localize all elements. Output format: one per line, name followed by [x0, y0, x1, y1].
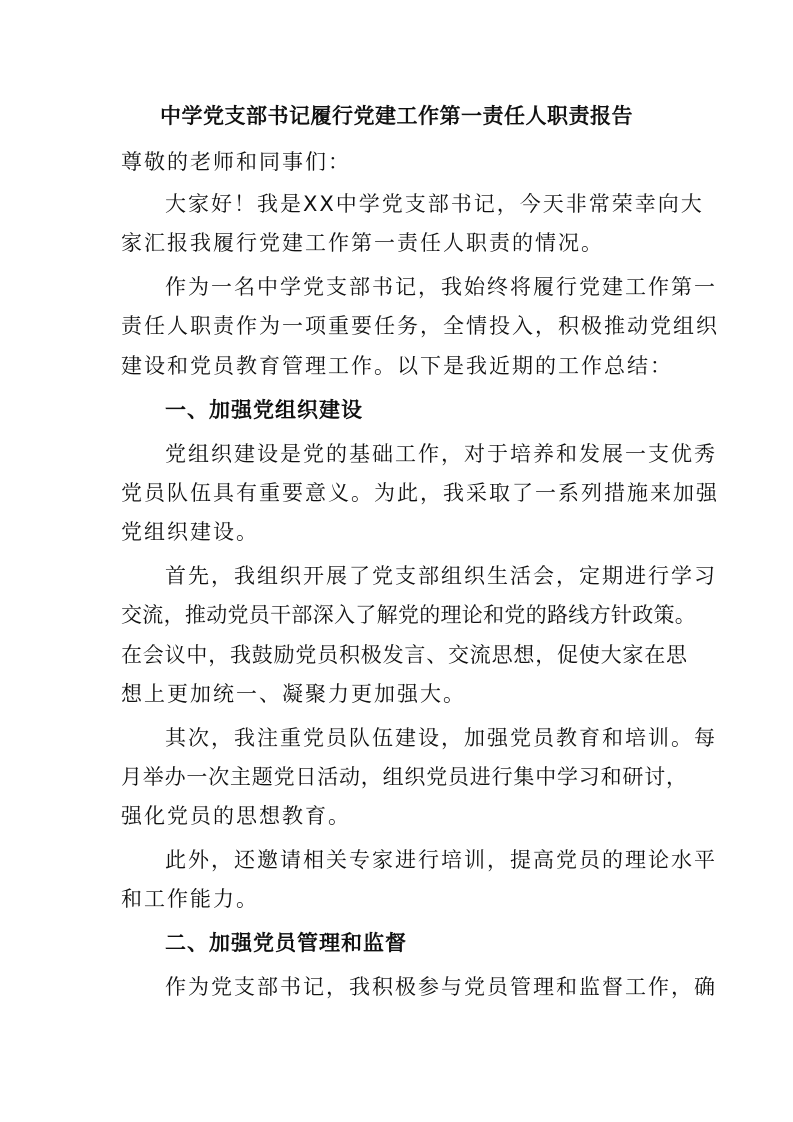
salutation: 尊敬的老师和同事们： — [121, 150, 351, 174]
paragraph-line: 党组织建设。 — [121, 520, 259, 544]
paragraph-line: 党组织建设是党的基础工作，对于培养和发展一支优秀 — [165, 442, 717, 466]
paragraph-line: 交流，推动党员干部深入了解党的理论和党的路线方针政策。 — [121, 603, 697, 627]
document-title: 中学党支部书记履行党建工作第一责任人职责报告 — [160, 104, 633, 128]
paragraph-line: 月举办一次主题党日活动，组织党员进行集中学习和研讨， — [121, 765, 688, 789]
paragraph-line: 强化党员的思想教育。 — [121, 804, 351, 828]
paragraph-line: 家汇报我履行党建工作第一责任人职责的情况。 — [121, 231, 604, 255]
paragraph-line: 建设和党员教育管理工作。以下是我近期的工作总结： — [121, 354, 673, 378]
paragraph-line: 想上更加统一、凝聚力更加强大。 — [121, 682, 466, 706]
section-heading-2: 二、加强党员管理和监督 — [165, 931, 407, 955]
paragraph-line: 此外，还邀请相关专家进行培训，提高党员的理论水平 — [165, 848, 717, 872]
paragraph-line: 作为党支部书记，我积极参与党员管理和监督工作，确 — [165, 975, 717, 999]
paragraph-line: 大家好！我是XX中学党支部书记，今天非常荣幸向大 — [165, 192, 704, 216]
paragraph-line: 和工作能力。 — [121, 887, 259, 911]
paragraph-line: 其次，我注重党员队伍建设，加强党员教育和培训。每 — [165, 726, 717, 750]
paragraph-line: 在会议中，我鼓励党员积极发言、交流思想，促使大家在思 — [121, 643, 688, 667]
paragraph-line: 责任人职责作为一项重要任务，全情投入，积极推动党组织 — [121, 314, 719, 338]
paragraph-line: 作为一名中学党支部书记，我始终将履行党建工作第一 — [165, 275, 717, 299]
paragraph-line: 首先，我组织开展了党支部组织生活会，定期进行学习 — [165, 564, 717, 588]
section-heading-1: 一、加强党组织建设 — [165, 398, 363, 422]
paragraph-line: 党员队伍具有重要意义。为此，我采取了一系列措施来加强 — [121, 481, 719, 505]
